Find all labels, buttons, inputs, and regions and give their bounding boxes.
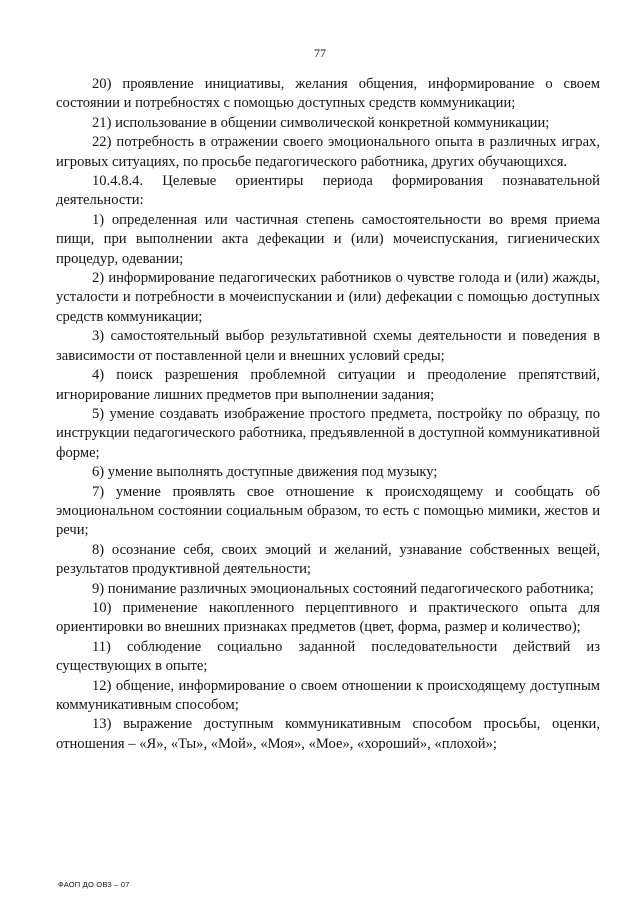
paragraph-item-22: 22) потребность в отражении своего эмоционального опыта в различных играх, игровых ситуациях, по просьбе педагогического работника, других обучающихся. [56, 134, 600, 170]
document-body [56, 75, 600, 754]
paragraph-item-5: 5) умение создавать изображение простого предмета, постройку по образцу, по инструкции педагогического работника, предъявленной в доступной коммуникативной форме; [56, 405, 600, 461]
paragraph-item-8: 8) осознание себя, своих эмоций и желаний, узнавание собственных вещей, результатов продуктивной деятельности; [56, 541, 600, 578]
paragraph-item-11: 11) соблюдение социально заданной последовательности действий из существующих в опыте; [56, 638, 600, 675]
paragraph-item-13: 13) выражение доступным коммуникативным способом просьбы, оценки, отношения – «Я», «Ты», «Мой», «Моя», «Мое», «хороший», «плохой»; [56, 716, 600, 752]
paragraph-item-2: 2) информирование педагогических работников о чувстве голода и (или) жажды, усталости и потребности в мочеиспускании и (или) дефекации с помощью доступных средств коммуникации; [56, 270, 600, 325]
paragraph-item-1: 1) определенная или частичная степень самостоятельности во время приема пищи, при выполнении акта дефекации и (или) мочеиспускания, гигиенических процедур, одевании; [56, 211, 600, 267]
paragraph-item-7: 7) умение проявлять свое отношение к происходящему и сообщать об эмоциональном состоянии социальным образом, то есть с помощью мимики, жестов и речи; [56, 483, 600, 539]
paragraph-item-3: 3) самостоятельный выбор результативной схемы деятельности и поведения в зависимости от поставленной цели и внешних условий среды; [56, 328, 600, 364]
paragraph-item-6: 6) умение выполнять доступные движения под музыку; [92, 464, 438, 481]
page-number: 77 [314, 46, 326, 60]
paragraph-item-21: 21) использование в общении символической конкретной коммуникации; [92, 114, 550, 131]
paragraph-item-4: 4) поиск разрешения проблемной ситуации и преодоление препятствий, игнорирование лишних предметов при выполнении задания; [56, 367, 600, 403]
paragraph-item-20: 20) проявление инициативы, желания общения, информирование о своем состоянии и потребностях с помощью доступных средств коммуникации; [56, 76, 600, 112]
paragraph-item-9: 9) понимание различных эмоциональных состояний педагогического работника; [92, 580, 594, 597]
section-heading-10-4-8-4: 10.4.8.4. Целевые ориентиры периода формирования познавательной деятельности: [56, 173, 600, 209]
page-footer: ФАОП ДО ОВЗ – 07 [58, 880, 130, 889]
paragraph-item-10: 10) применение накопленного перцептивного и практического опыта для ориентировки во внешних признаках предметов (цвет, форма, размер и количество); [56, 599, 600, 636]
paragraph-item-12: 12) общение, информирование о своем отношении к происходящему доступным коммуникативным способом; [56, 677, 600, 713]
